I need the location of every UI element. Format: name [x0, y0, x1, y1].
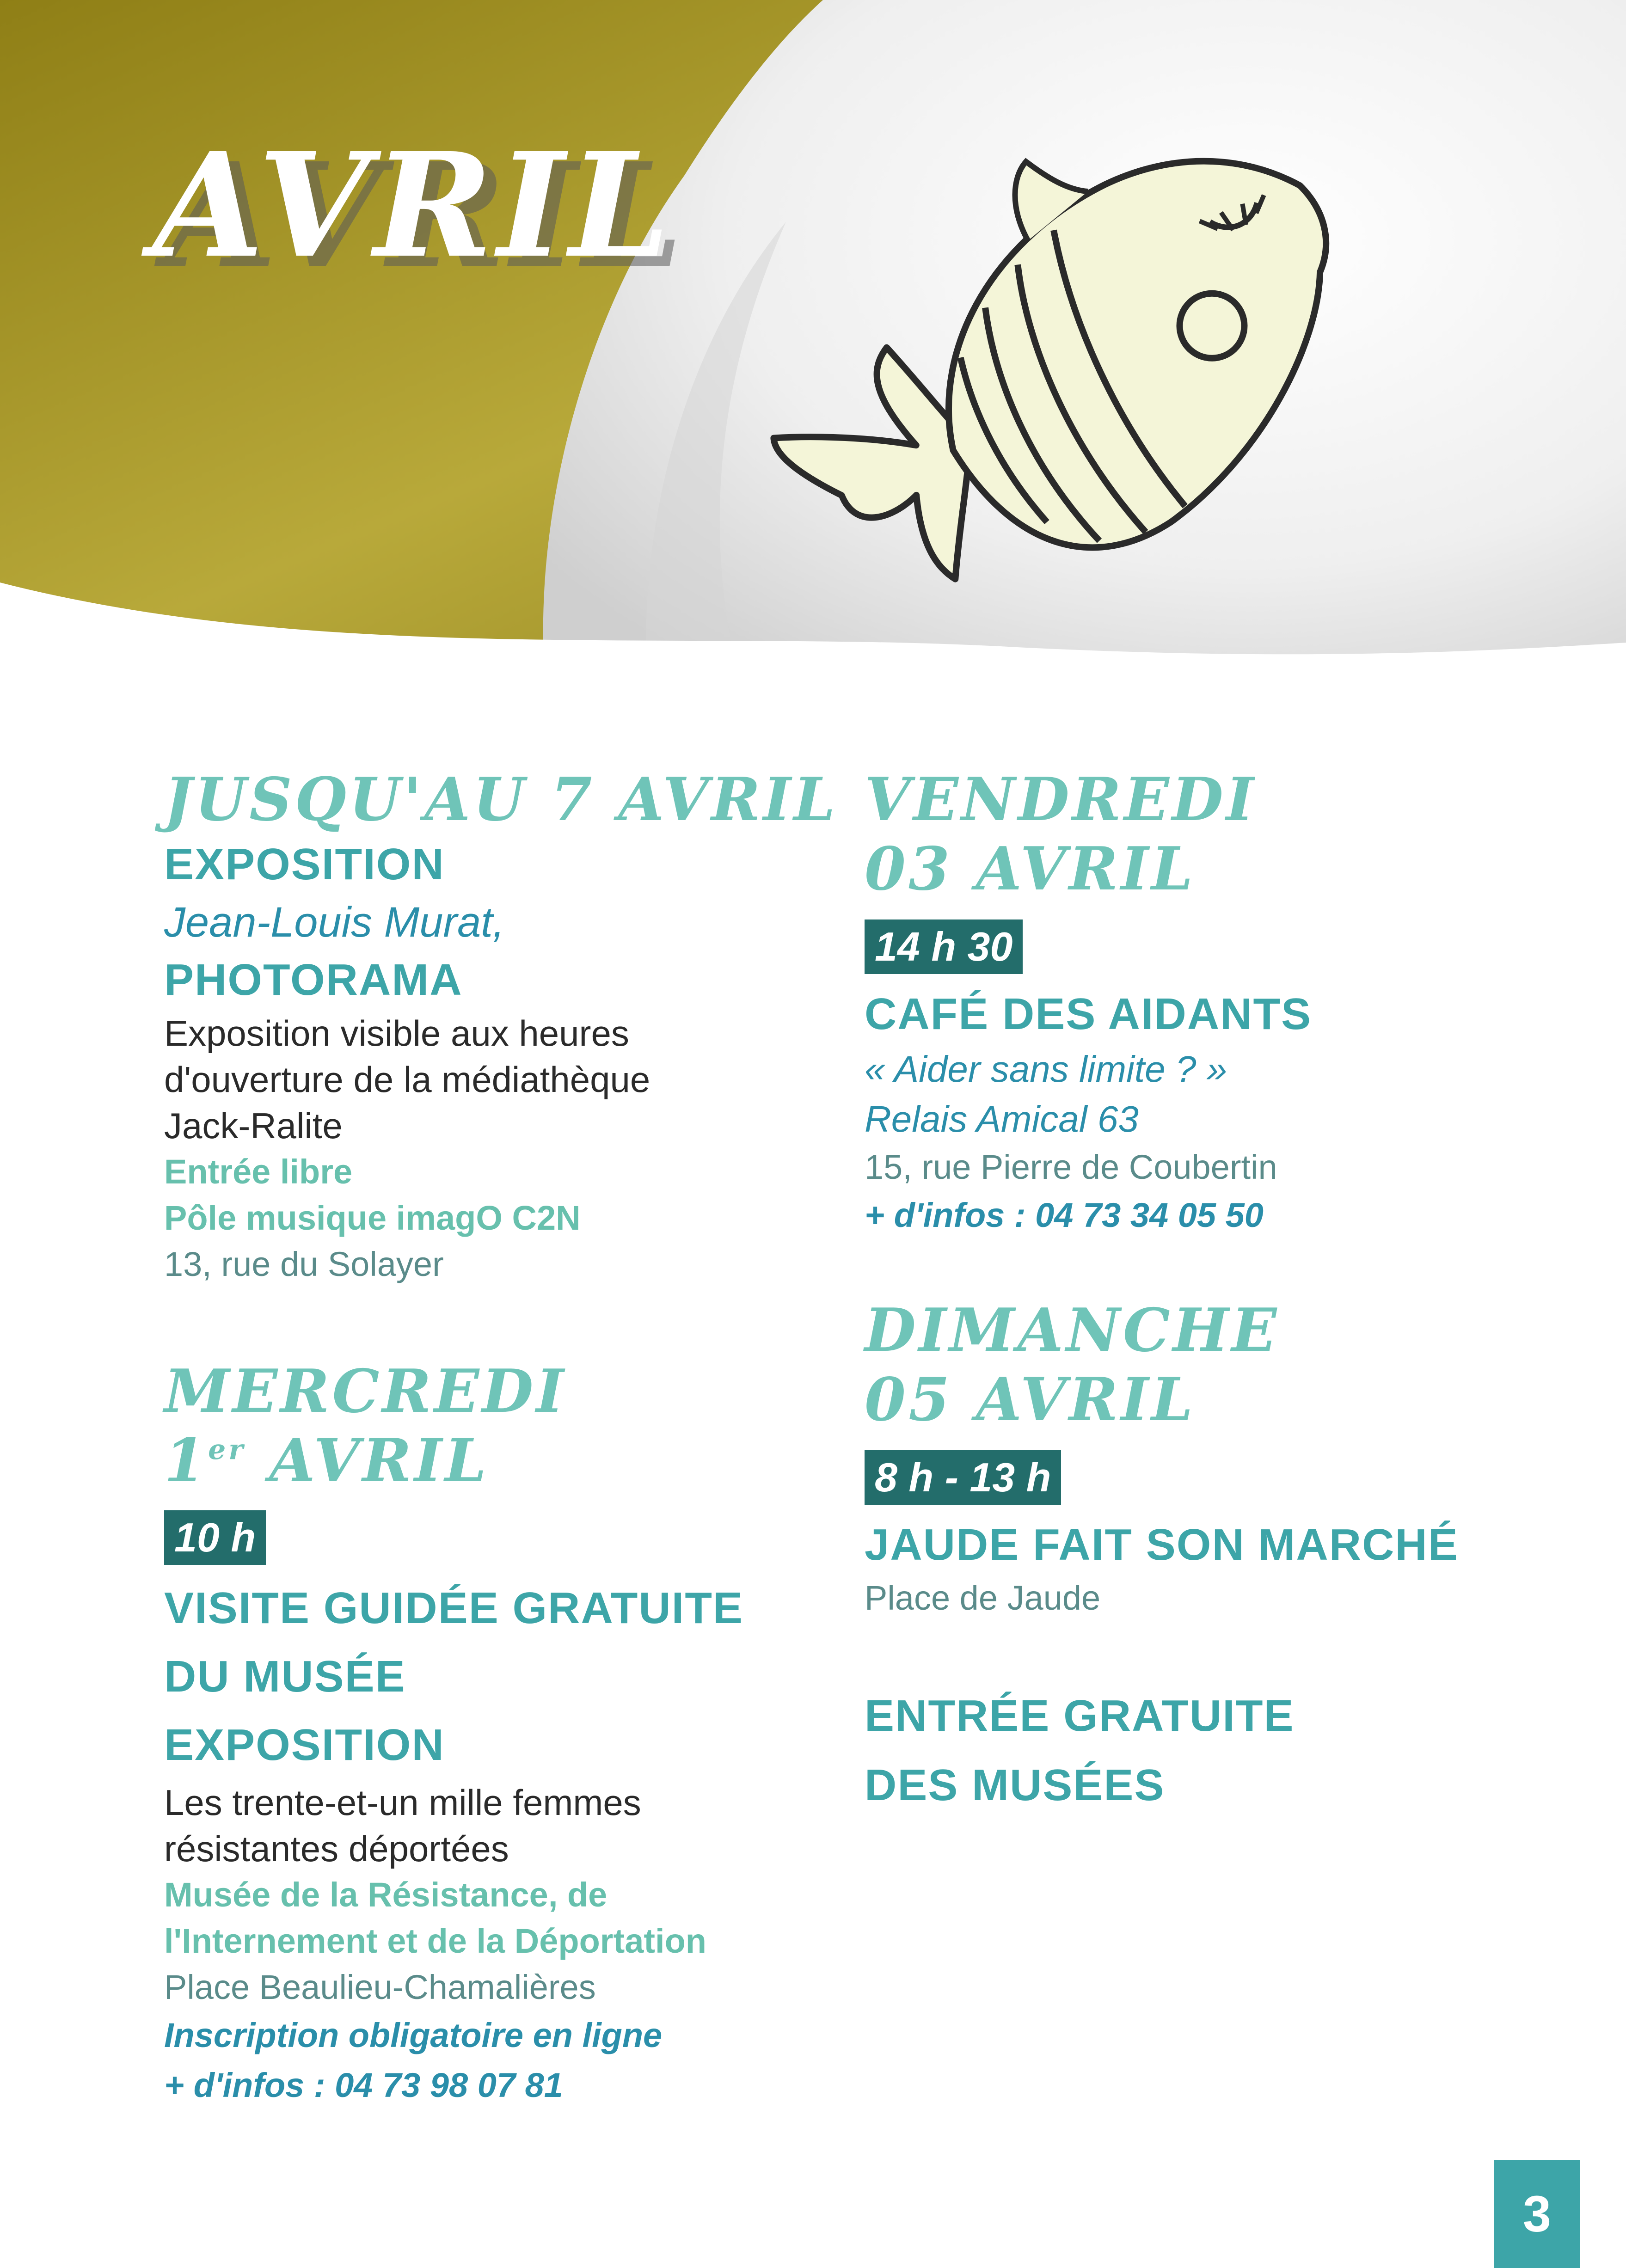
event-artist: Jean-Louis Murat,	[164, 899, 505, 946]
event-jaude-marche	[865, 1296, 1558, 1820]
event-organizer: Relais Amical 63	[865, 1098, 1139, 1140]
event-description-line: d'ouverture de la médiathèque	[164, 1059, 650, 1100]
header-banner	[0, 0, 1626, 684]
event-venue-line: Musée de la Résistance, de	[164, 1876, 607, 1914]
header-artwork	[0, 0, 1626, 684]
event-address: 13, rue du Solayer	[164, 1245, 444, 1283]
event-title-line: DU MUSÉE	[164, 1652, 406, 1701]
event-extra-line: DES MUSÉES	[865, 1760, 1165, 1810]
left-column	[164, 765, 858, 2110]
date-month: AVRIL	[269, 1426, 489, 1496]
event-title: CAFÉ DES AIDANTS	[865, 989, 1312, 1039]
event-description-line: Les trente-et-un mille femmes	[164, 1782, 641, 1823]
time-badge: 10 h	[164, 1510, 266, 1565]
event-title-line: VISITE GUIDÉE GRATUITE	[164, 1583, 743, 1633]
event-extra-line: ENTRÉE GRATUITE	[865, 1691, 1295, 1741]
event-subtitle: « Aider sans limite ? »	[865, 1048, 1227, 1090]
event-venue: Pôle musique imagO C2N	[164, 1199, 581, 1237]
event-title: PHOTORAMA	[164, 955, 463, 1005]
event-exposition-photorama	[164, 765, 858, 1287]
event-entry: Entrée libre	[164, 1152, 353, 1191]
event-title: JAUDE FAIT SON MARCHÉ	[865, 1520, 1459, 1569]
event-cafe-des-aidants	[865, 765, 1558, 1240]
event-venue-line: l'Internement et de la Déportation	[164, 1922, 706, 1960]
event-category: EXPOSITION	[164, 1720, 445, 1770]
time-badge: 8 h - 13 h	[865, 1450, 1061, 1505]
date-day-suffix: er	[208, 1434, 246, 1466]
event-note: Inscription obligatoire en ligne	[164, 2016, 663, 2054]
event-date-weekday: DIMANCHE	[865, 1296, 1280, 1365]
event-address: 15, rue Pierre de Coubertin	[865, 1148, 1277, 1186]
event-date-day: 03 AVRIL	[865, 834, 1196, 904]
event-description-line: Jack-Ralite	[164, 1105, 343, 1146]
event-date-day	[164, 1426, 858, 1496]
event-date-weekday: MERCREDI	[164, 1357, 567, 1426]
event-address: Place de Jaude	[865, 1579, 1101, 1617]
event-info-phone: + d'infos : 04 73 98 07 81	[164, 2066, 563, 2104]
event-date-weekday: VENDREDI	[865, 765, 1257, 834]
month-title: AVRIL	[153, 122, 675, 290]
event-description-line: Exposition visible aux heures	[164, 1013, 629, 1054]
date-day-number: 1	[164, 1426, 209, 1496]
page-number: 3	[1494, 2160, 1580, 2268]
event-category: EXPOSITION	[164, 840, 445, 889]
event-description-line: résistantes déportées	[164, 1828, 509, 1869]
event-info-phone: + d'infos : 04 73 34 05 50	[865, 1196, 1264, 1234]
event-date: JUSQU'AU 7 AVRIL	[164, 765, 838, 834]
right-column	[865, 765, 1558, 1820]
event-visite-guidee	[164, 1357, 858, 2110]
event-address: Place Beaulieu-Chamalières	[164, 1968, 596, 2006]
time-badge: 14 h 30	[865, 919, 1023, 974]
event-date-day: 05 AVRIL	[865, 1365, 1196, 1434]
